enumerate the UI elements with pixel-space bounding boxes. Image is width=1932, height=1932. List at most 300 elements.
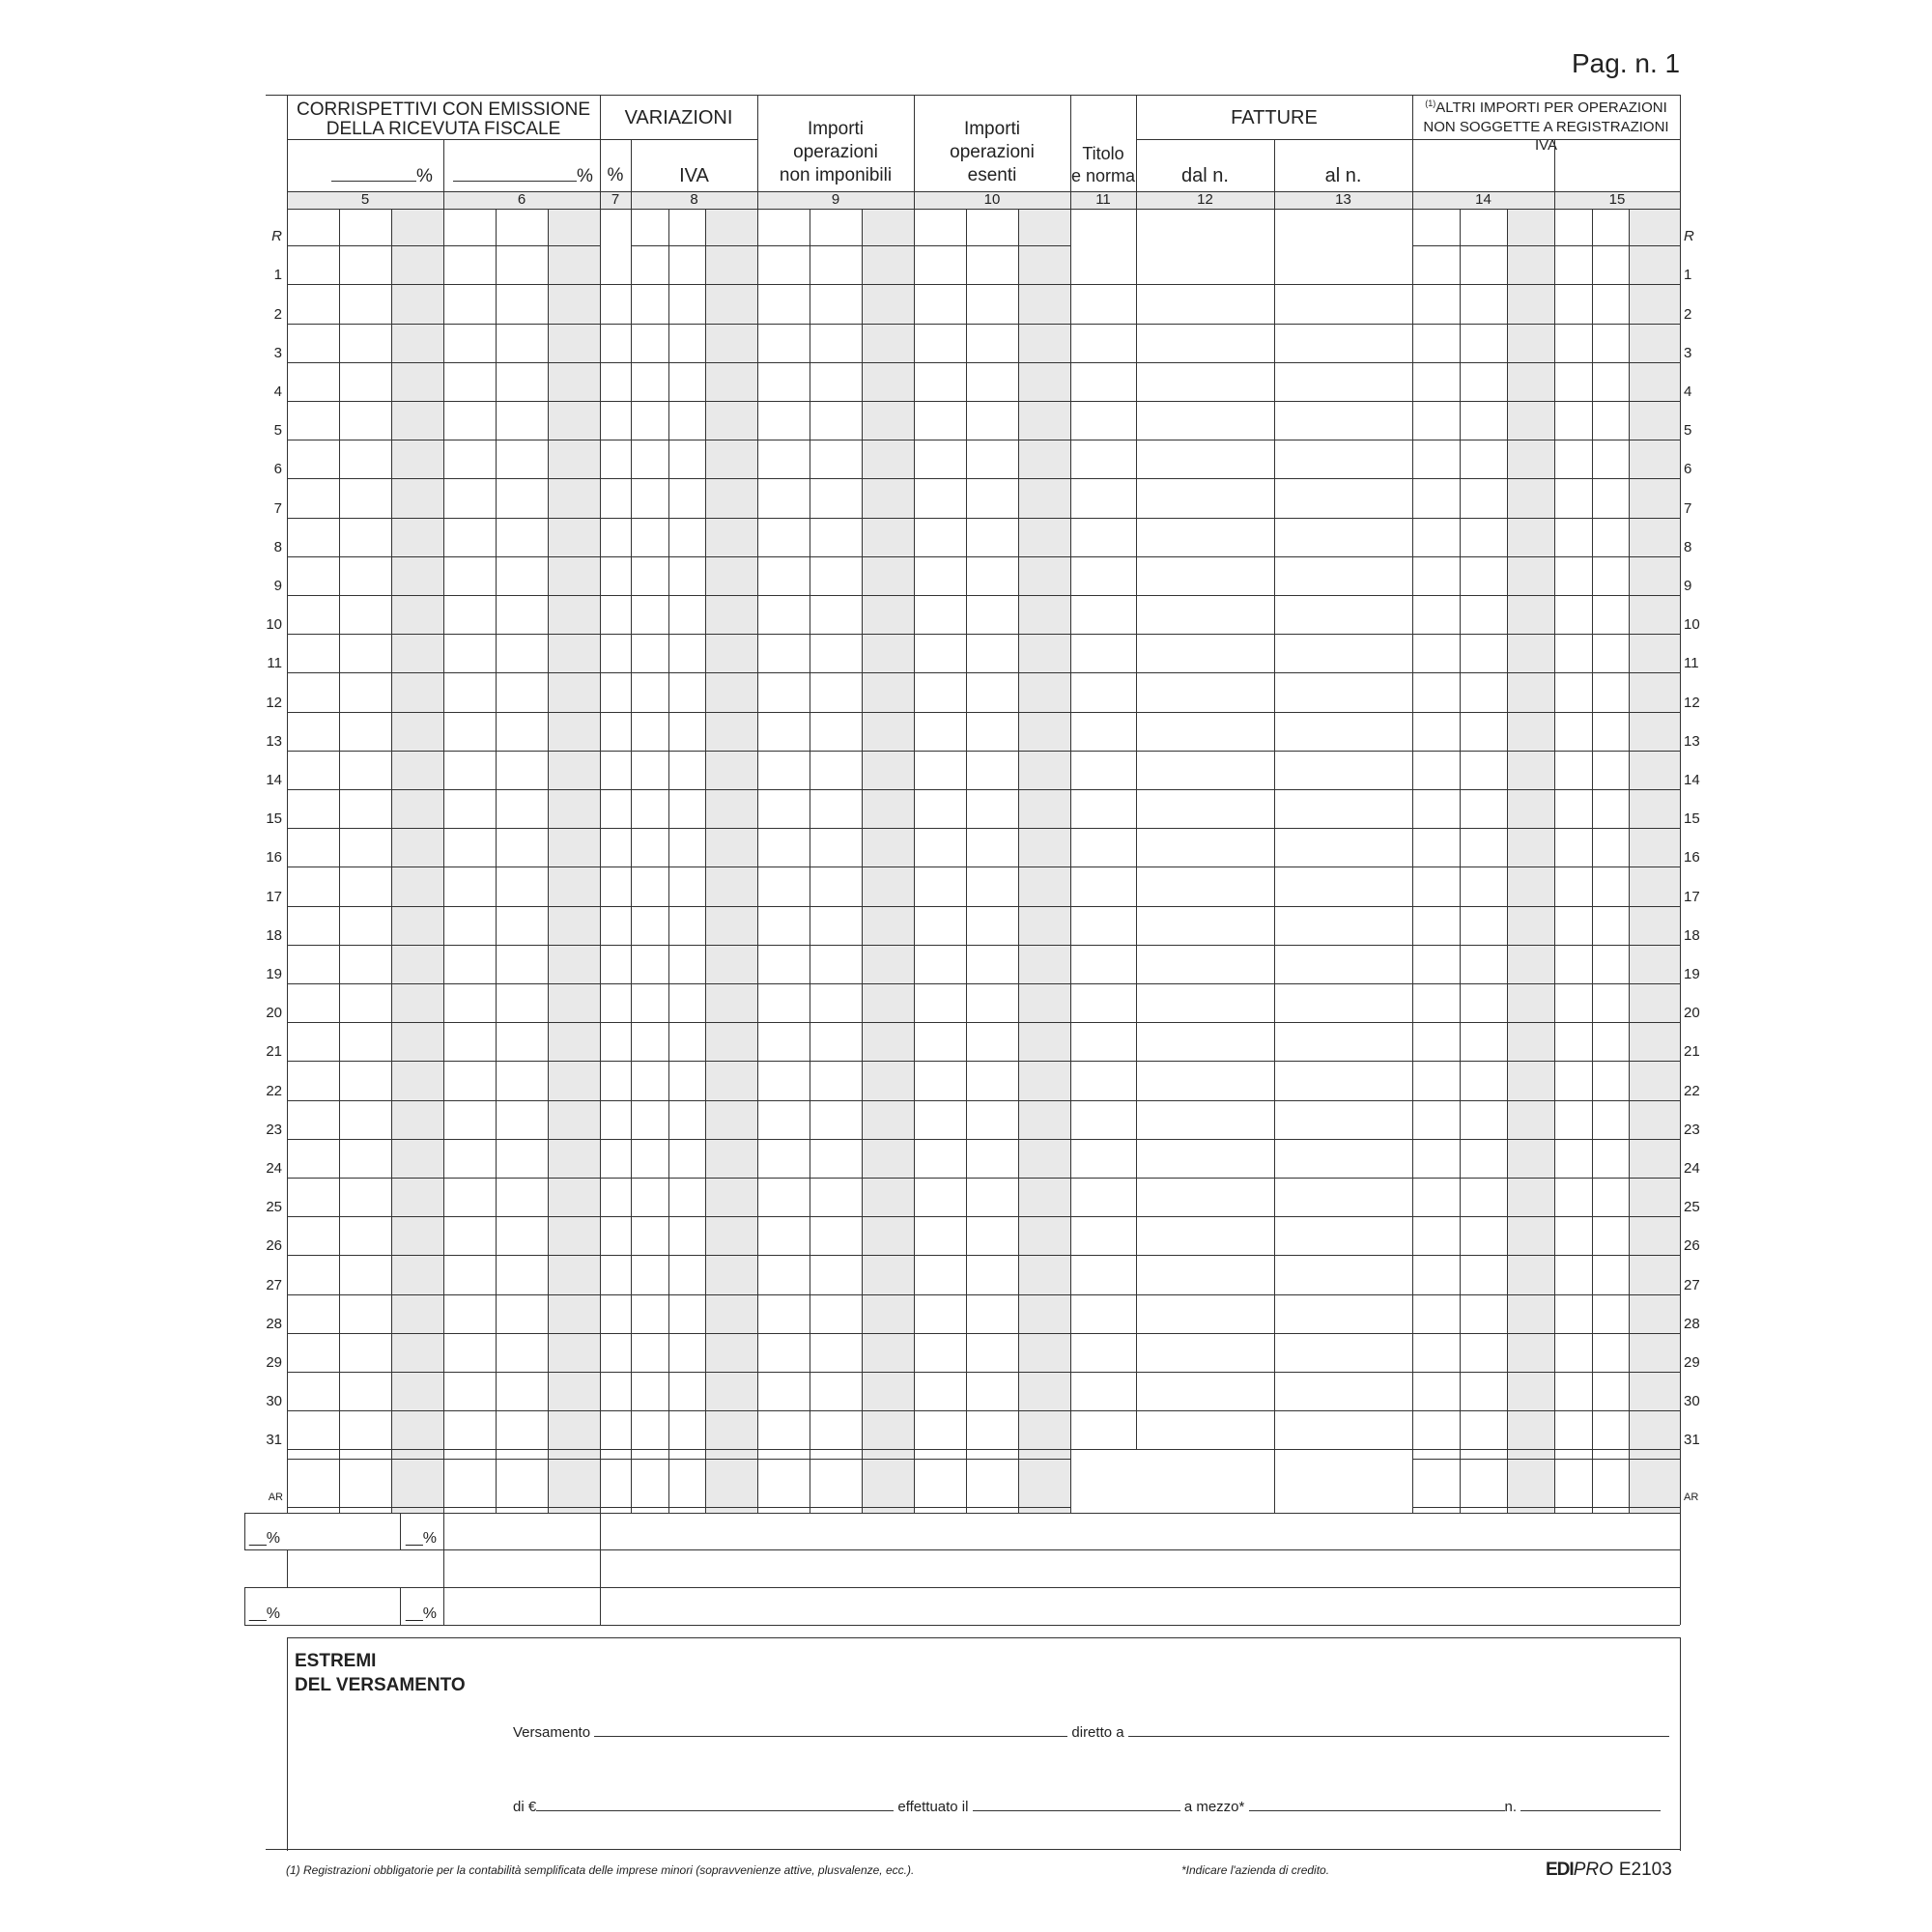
row-line [600, 1100, 631, 1101]
row-label-left: 13 [266, 733, 282, 750]
group-variazioni: VARIAZIONI [624, 107, 733, 128]
amount-field[interactable] [536, 1797, 894, 1811]
row-line [1412, 401, 1680, 402]
col11-header: Titolo e norma [1070, 144, 1136, 186]
row-label-left: 15 [266, 810, 282, 827]
header-column-line [1136, 95, 1137, 209]
row-line [1412, 324, 1680, 325]
row-line [1412, 983, 1680, 984]
row-line [600, 478, 631, 479]
col-number-5: 5 [360, 191, 370, 208]
row-line [631, 595, 1070, 596]
row-line [631, 1100, 1070, 1101]
row-line [600, 672, 631, 673]
row-line [1070, 1255, 1412, 1256]
column-line [548, 209, 549, 1513]
summary-line [287, 1549, 288, 1587]
row-line [1070, 712, 1412, 713]
summary-row3-mid-rate[interactable]: __% [406, 1605, 438, 1622]
row-line [1412, 1178, 1680, 1179]
summary-row3-left-rate[interactable]: __% [249, 1605, 281, 1622]
column-line [668, 209, 669, 1513]
header-column-line [914, 95, 915, 209]
row-line [1070, 1139, 1412, 1140]
row-line [1412, 1022, 1680, 1023]
row-line [631, 245, 1070, 246]
row-label-left: 5 [273, 422, 282, 439]
row-line [631, 983, 1070, 984]
row-line [1412, 789, 1680, 790]
summary-line [400, 1513, 401, 1549]
total-line [1412, 1459, 1680, 1460]
row-line [1412, 751, 1680, 752]
row-label-left: 18 [266, 927, 282, 944]
row-line [631, 634, 1070, 635]
row-label-left: 17 [266, 889, 282, 905]
row-line [1070, 1216, 1412, 1217]
variazioni-pct-label: % [607, 165, 624, 185]
row-line [1070, 828, 1412, 829]
row-label-left: 16 [266, 849, 282, 866]
row-line [287, 751, 600, 752]
versamento-line1: Versamento diretto a [513, 1722, 1669, 1741]
row-line [287, 906, 600, 907]
row-line [600, 595, 631, 596]
summary-row1-left-rate[interactable]: __% [249, 1530, 281, 1547]
summary-line [244, 1625, 1680, 1626]
row-line [1412, 712, 1680, 713]
cents-column-shade [548, 209, 600, 1513]
row-line [287, 324, 600, 325]
col-number-7: 7 [611, 191, 620, 208]
col-number-9: 9 [831, 191, 840, 208]
row-label-left: 2 [273, 306, 282, 323]
row-label-left: 26 [266, 1237, 282, 1254]
publisher-logo: EDIPRO E2103 [1546, 1860, 1672, 1880]
row-line [631, 1216, 1070, 1217]
row-line [1070, 1449, 1412, 1450]
row-label-left: 22 [266, 1083, 282, 1099]
row-label-total: AR [268, 1492, 283, 1503]
row-line [600, 1333, 631, 1334]
row-label-right: 7 [1684, 500, 1692, 517]
row-line [1412, 1449, 1680, 1450]
cents-column-shade [1507, 209, 1554, 1513]
row-label-right: 18 [1684, 927, 1700, 944]
column-line [966, 209, 967, 1513]
row-label-left: 4 [273, 384, 282, 400]
versamento-line2: di € effettuato il a mezzo* n. [513, 1797, 1661, 1815]
row-line [1070, 945, 1412, 946]
row-label-left: 9 [273, 578, 282, 594]
fatture-dal-label: dal n. [1181, 165, 1229, 186]
total-line [287, 1507, 1070, 1508]
summary-line [400, 1587, 401, 1625]
row-line [287, 712, 600, 713]
row-line [631, 1333, 1070, 1334]
row-label-left: 6 [273, 461, 282, 477]
row-line [287, 518, 600, 519]
header-column-line [1554, 139, 1555, 209]
row-line [287, 1100, 600, 1101]
row-label-right: 3 [1684, 345, 1692, 361]
row-label-right: 9 [1684, 578, 1692, 594]
column-line [1412, 209, 1413, 1513]
row-line [1412, 906, 1680, 907]
row-line [600, 1139, 631, 1140]
row-line [1412, 1410, 1680, 1411]
row-line [287, 401, 600, 402]
row-line [287, 983, 600, 984]
row-line [631, 1294, 1070, 1295]
row-line [287, 828, 600, 829]
row-line [600, 751, 631, 752]
row-line [1412, 1100, 1680, 1101]
grid-bottom-border [287, 1513, 1680, 1514]
column-line [631, 209, 632, 1513]
row-label-right: 5 [1684, 422, 1692, 439]
row-line [600, 284, 631, 285]
summary-line [244, 1513, 287, 1514]
row-line [600, 556, 631, 557]
row-line [600, 906, 631, 907]
row-line [600, 1216, 631, 1217]
row-line [631, 362, 1070, 363]
row-label-right: 31 [1684, 1432, 1700, 1448]
row-line [287, 1061, 600, 1062]
row-label-right: 26 [1684, 1237, 1700, 1254]
versamento-box [287, 1637, 1681, 1851]
row-line [600, 401, 631, 402]
row-line [1070, 751, 1412, 752]
row-line [287, 789, 600, 790]
row-label-right: 16 [1684, 849, 1700, 866]
row-line [1070, 1294, 1412, 1295]
col-number-15: 15 [1608, 191, 1626, 208]
row-label-right: 21 [1684, 1043, 1700, 1060]
row-label-right: 12 [1684, 695, 1700, 711]
row-label-left: 29 [266, 1354, 282, 1371]
row-line [600, 828, 631, 829]
col-number-12: 12 [1197, 191, 1213, 208]
row-label-left: R [271, 228, 282, 244]
summary-line [244, 1587, 1680, 1588]
row-line [600, 983, 631, 984]
row-line [1070, 789, 1412, 790]
summary-line [443, 1513, 444, 1625]
row-label-right: 25 [1684, 1199, 1700, 1215]
row-label-left: 11 [267, 655, 282, 671]
row-line [1070, 634, 1412, 635]
column-line [705, 209, 706, 1513]
row-line [287, 1333, 600, 1334]
row-label-left: 21 [266, 1043, 282, 1060]
group-corrispettivi: CORRISPETTIVI CON EMISSIONE DELLA RICEVUTA FISCALE [296, 99, 591, 139]
cents-column-shade [862, 209, 914, 1513]
row-line [631, 1061, 1070, 1062]
row-line [287, 1372, 600, 1373]
versamento-type-field[interactable] [594, 1722, 1067, 1737]
row-line [1070, 672, 1412, 673]
row-line [1412, 362, 1680, 363]
diretto-a-field[interactable] [1128, 1722, 1669, 1737]
col-number-11: 11 [1095, 191, 1111, 208]
row-label-right: 4 [1684, 384, 1692, 400]
row-label-right: R [1684, 228, 1694, 244]
form-top-border [266, 95, 1680, 96]
row-label-right: 11 [1684, 655, 1699, 671]
row-line [287, 595, 600, 596]
row-line [631, 672, 1070, 673]
row-line [600, 1061, 631, 1062]
column-line [391, 209, 392, 1513]
row-line [631, 1178, 1070, 1179]
column-line [757, 209, 758, 1513]
summary-row1-mid-rate[interactable]: __% [406, 1530, 438, 1547]
row-line [287, 945, 600, 946]
row-line [287, 362, 600, 363]
date-field[interactable] [973, 1797, 1180, 1811]
row-line [600, 518, 631, 519]
row-line [1412, 1216, 1680, 1217]
row-line [631, 1410, 1070, 1411]
row-line [287, 1216, 600, 1217]
row-line [631, 906, 1070, 907]
row-line [600, 1022, 631, 1023]
row-label-left: 31 [266, 1432, 282, 1448]
versamento-bottom-rule [266, 1849, 1681, 1850]
column-line [914, 209, 915, 1513]
row-line [1412, 1061, 1680, 1062]
row-line [287, 1410, 600, 1411]
row-label-left: 10 [266, 616, 282, 633]
row-line [287, 478, 600, 479]
column-line [1274, 209, 1275, 1513]
cents-column-shade [1018, 209, 1070, 1513]
row-label-right: 6 [1684, 461, 1692, 477]
row-line [287, 284, 600, 285]
row-line [600, 712, 631, 713]
row-line [600, 362, 631, 363]
row-line [1412, 1372, 1680, 1373]
row-label-left: 28 [266, 1316, 282, 1332]
row-line [1412, 595, 1680, 596]
header-column-line [287, 95, 288, 209]
row-line [631, 712, 1070, 713]
summary-line [1680, 1513, 1681, 1625]
row-line [287, 672, 600, 673]
row-line [600, 634, 631, 635]
column-line [339, 209, 340, 1513]
header-divider [600, 139, 757, 140]
row-line [600, 945, 631, 946]
row-line [287, 634, 600, 635]
row-line [1070, 983, 1412, 984]
number-field[interactable] [1520, 1797, 1661, 1811]
row-label-right: 28 [1684, 1316, 1700, 1332]
row-label-right: 23 [1684, 1122, 1700, 1138]
header-column-line [443, 139, 444, 209]
row-label-left: 24 [266, 1160, 282, 1177]
summary-line [244, 1549, 1680, 1550]
column-line [1507, 209, 1508, 1513]
row-line [1412, 1333, 1680, 1334]
col10-header: Importi operazioni esenti [950, 119, 1035, 186]
row-line [600, 1410, 631, 1411]
col-number-6: 6 [517, 191, 526, 208]
row-label-total: AR [1684, 1492, 1699, 1503]
col5-rate-field[interactable]: % [331, 166, 436, 187]
row-line [1412, 518, 1680, 519]
row-label-right: 27 [1684, 1277, 1700, 1293]
row-label-right: 13 [1684, 733, 1700, 750]
row-line [287, 1139, 600, 1140]
row-label-right: 14 [1684, 772, 1700, 788]
row-line [631, 518, 1070, 519]
row-line [1070, 1372, 1412, 1373]
row-line [287, 1255, 600, 1256]
row-line [1412, 828, 1680, 829]
header-divider [287, 191, 1680, 192]
row-line [1412, 1139, 1680, 1140]
variazioni-iva-label: IVA [679, 165, 709, 186]
col-number-13: 13 [1335, 191, 1351, 208]
row-label-right: 8 [1684, 539, 1692, 555]
row-line [600, 324, 631, 325]
form-code: E2103 [1618, 1860, 1672, 1880]
bank-field[interactable] [1249, 1797, 1505, 1811]
row-line [1412, 478, 1680, 479]
row-line [631, 1139, 1070, 1140]
cents-column-shade [391, 209, 443, 1513]
row-line [631, 945, 1070, 946]
row-label-right: 10 [1684, 616, 1700, 633]
row-label-left: 23 [266, 1122, 282, 1138]
header-column-line [1070, 95, 1071, 209]
row-line [287, 1449, 600, 1450]
total-line [287, 1459, 1070, 1460]
row-label-left: 7 [273, 500, 282, 517]
row-line [631, 284, 1070, 285]
row-line [1412, 634, 1680, 635]
row-line [600, 1294, 631, 1295]
column-line [862, 209, 863, 1513]
row-label-right: 17 [1684, 889, 1700, 905]
row-line [631, 1372, 1070, 1373]
row-line [1412, 672, 1680, 673]
group-altri-importi: $^{(1)}$ALTRI IMPORTI PER OPERAZIONI NON SOGGETTE A REGISTRAZIONI IVA [1423, 99, 1669, 154]
row-label-left: 14 [266, 772, 282, 788]
row-line [1070, 1061, 1412, 1062]
cents-column-shade [1629, 209, 1680, 1513]
column-line [443, 209, 444, 1513]
summary-line [244, 1587, 245, 1625]
summary-line [244, 1513, 245, 1549]
row-line [1412, 284, 1680, 285]
versamento-title: ESTREMI DEL VERSAMENTO [295, 1651, 466, 1695]
row-line [631, 1022, 1070, 1023]
row-line [631, 324, 1070, 325]
header-divider [1136, 139, 1680, 140]
row-line [287, 245, 600, 246]
col6-rate-field[interactable]: % [453, 166, 593, 187]
column-line [1554, 209, 1555, 1513]
column-line [1018, 209, 1019, 1513]
row-line [631, 789, 1070, 790]
header-column-line [1680, 95, 1681, 209]
row-label-left: 12 [266, 695, 282, 711]
row-label-right: 22 [1684, 1083, 1700, 1099]
row-line [631, 556, 1070, 557]
row-line [631, 401, 1070, 402]
col-number-8: 8 [690, 191, 698, 208]
row-line [631, 1449, 1070, 1450]
row-line [600, 1255, 631, 1256]
row-line [631, 478, 1070, 479]
row-line [1412, 556, 1680, 557]
header-column-line [631, 139, 632, 209]
total-line [1412, 1507, 1680, 1508]
row-label-right: 20 [1684, 1005, 1700, 1021]
row-line [631, 828, 1070, 829]
column-line [1629, 209, 1630, 1513]
row-line [1070, 518, 1412, 519]
row-line [1070, 284, 1412, 285]
row-label-right: 15 [1684, 810, 1700, 827]
row-line [1070, 595, 1412, 596]
row-label-right: 29 [1684, 1354, 1700, 1371]
footnote-bank: *Indicare l'azienda di credito. [1181, 1863, 1330, 1877]
row-line [1070, 1178, 1412, 1179]
row-line [1070, 1022, 1412, 1023]
row-label-left: 8 [273, 539, 282, 555]
row-line [1070, 324, 1412, 325]
row-label-left: 25 [266, 1199, 282, 1215]
column-line [600, 209, 601, 1513]
row-label-left: 3 [273, 345, 282, 361]
row-line [1412, 1255, 1680, 1256]
row-line [1412, 1294, 1680, 1295]
row-line [600, 789, 631, 790]
row-line [600, 1372, 631, 1373]
header-column-line [757, 95, 758, 209]
row-line [287, 1178, 600, 1179]
row-line [600, 1178, 631, 1179]
col-number-14: 14 [1475, 191, 1492, 208]
row-line [1070, 556, 1412, 557]
column-line [1070, 209, 1071, 1513]
col9-header: Importi operazioni non imponibili [779, 119, 893, 186]
row-label-left: 27 [266, 1277, 282, 1293]
column-line [287, 209, 288, 1513]
header-column-line [1274, 139, 1275, 209]
row-line [600, 1449, 631, 1450]
row-label-right: 30 [1684, 1393, 1700, 1409]
row-line [1070, 1100, 1412, 1101]
row-line [631, 1255, 1070, 1256]
column-line [1460, 209, 1461, 1513]
row-line [1070, 478, 1412, 479]
page-number: Pag. n. 1 [1572, 48, 1681, 78]
row-line [1070, 1410, 1412, 1411]
header-column-line [600, 95, 601, 209]
col-number-10: 10 [983, 191, 1001, 208]
row-label-right: 19 [1684, 966, 1700, 982]
row-line [287, 1022, 600, 1023]
header-column-line [1412, 95, 1413, 209]
row-label-right: 24 [1684, 1160, 1700, 1177]
row-label-right: 2 [1684, 306, 1692, 323]
